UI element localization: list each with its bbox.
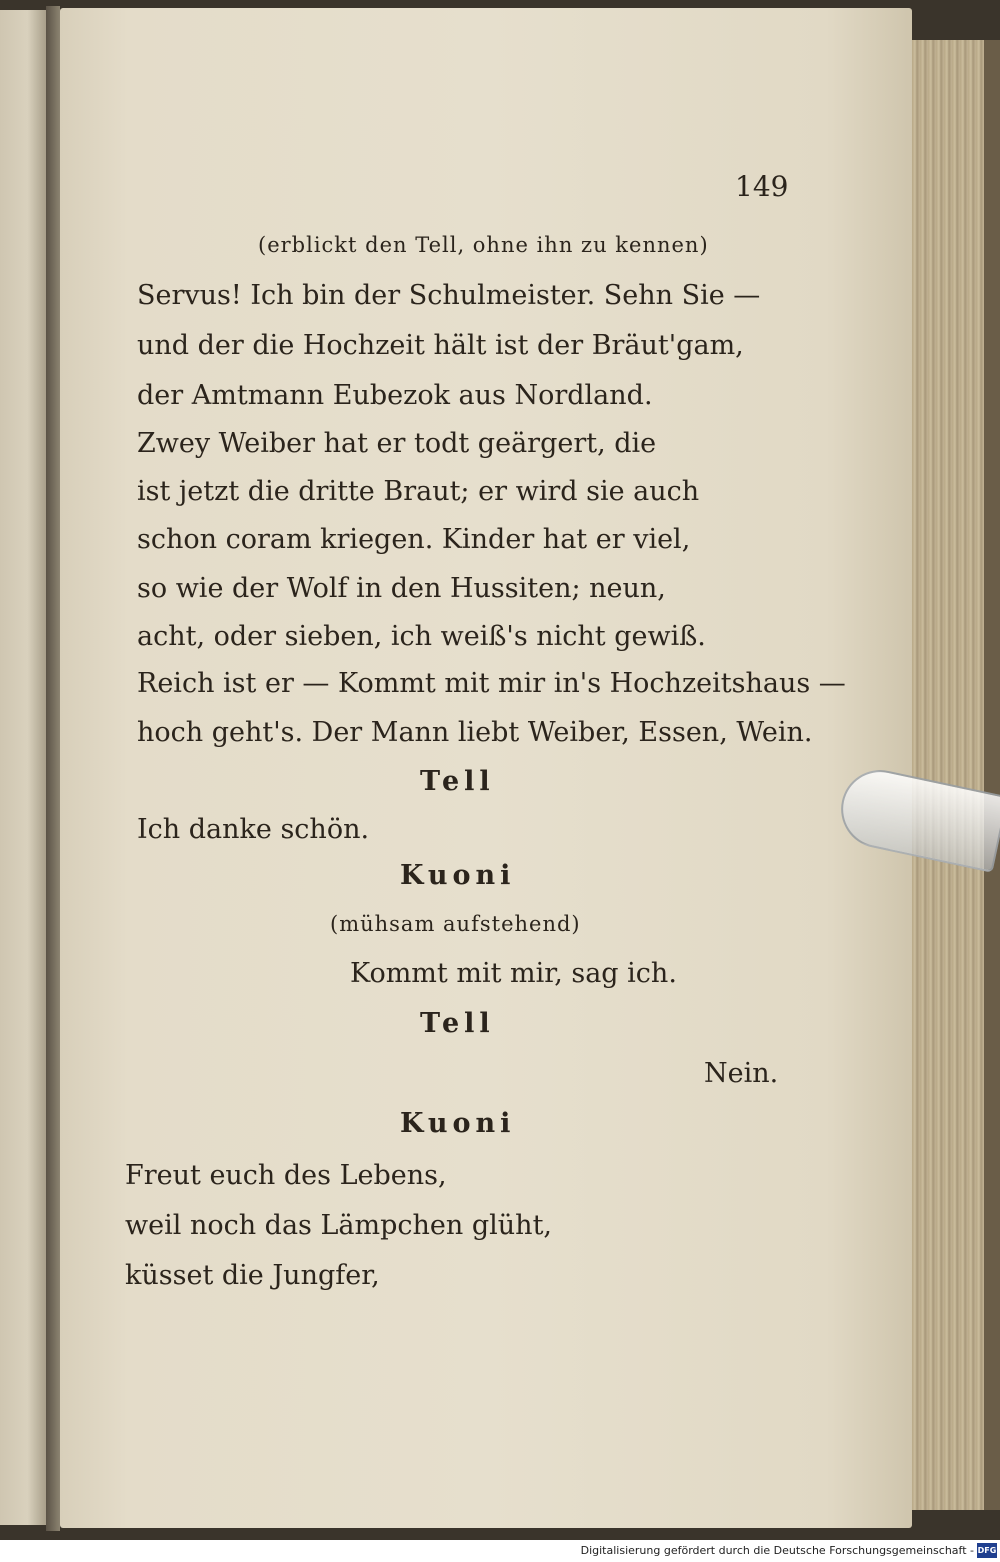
left-page-edge [0, 10, 46, 1525]
text-line: acht, oder sieben, ich weiß's nicht gewiß. [137, 621, 706, 652]
text-line: schon coram kriegen. Kinder hat er viel, [137, 524, 691, 555]
stage-direction: (mühsam aufstehend) [330, 912, 581, 936]
text-line: der Amtmann Eubezok aus Nordland. [137, 380, 653, 411]
text-line: Freut euch des Lebens, [125, 1160, 447, 1191]
footer-credit: Digitalisierung gefördert durch die Deutsche Forschungsgemeinschaft - [580, 1544, 974, 1557]
text-line: weil noch das Lämpchen glüht, [125, 1210, 553, 1241]
footer-bar [0, 1540, 1000, 1562]
speaker-name: Tell [420, 1008, 495, 1039]
text-line: Nein. [704, 1058, 779, 1089]
speaker-name: Kuoni [400, 1108, 516, 1139]
book-gutter [46, 6, 60, 1531]
speaker-name: Tell [420, 766, 495, 797]
text-line: und der die Hochzeit hält ist der Bräut'gam, [137, 330, 744, 361]
text-line: Kommt mit mir, sag ich. [350, 958, 677, 989]
text-line: ist jetzt die dritte Braut; er wird sie auch [137, 476, 700, 507]
text-line: Servus! Ich bin der Schulmeister. Sehn Sie — [137, 280, 761, 311]
text-line: Zwey Weiber hat er todt geärgert, die [137, 428, 657, 459]
text-line: küsset die Jungfer, [125, 1260, 380, 1291]
page-stack-edges [912, 40, 984, 1510]
text-line: hoch geht's. Der Mann liebt Weiber, Essen, Wein. [137, 717, 813, 748]
text-line: Ich danke schön. [137, 814, 370, 845]
stage-direction: (erblickt den Tell, ohne ihn zu kennen) [258, 233, 709, 257]
speaker-name: Kuoni [400, 860, 516, 891]
page-stack-shadow [984, 40, 1000, 1510]
text-line: Reich ist er — Kommt mit mir in's Hochzeitshaus — [137, 668, 846, 699]
text-line: so wie der Wolf in den Hussiten; neun, [137, 573, 666, 604]
page-number: 149 [735, 170, 789, 203]
dfg-logo-icon: DFG [977, 1543, 997, 1558]
